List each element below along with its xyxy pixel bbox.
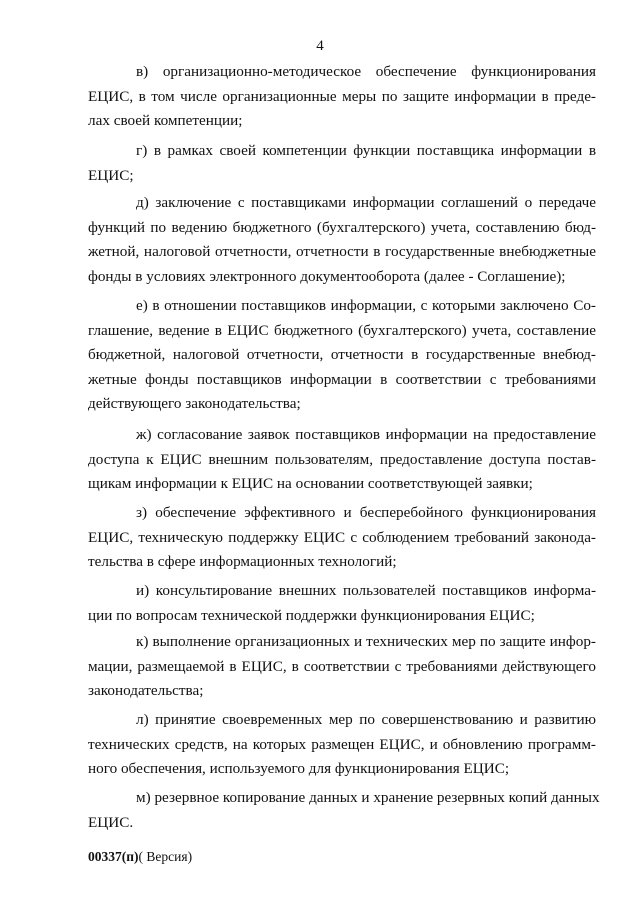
paragraph-g <box>88 139 596 188</box>
paragraph-z <box>88 501 596 575</box>
document-footer <box>88 849 192 865</box>
paragraph-line: ного обеспечения, используемого для функционирования ЕЦИС; <box>88 760 510 777</box>
paragraph-i <box>88 579 596 628</box>
paragraph-l <box>88 708 596 782</box>
paragraph-line: законодательства; <box>88 682 204 699</box>
paragraph-line: действующего законодательства; <box>88 395 301 412</box>
paragraph-line: доступа к ЕЦИС внешним пользователям, предоставление доступа постав- <box>88 450 596 468</box>
paragraph-line: ЕЦИС, в том числе организационные меры по защите информации в преде- <box>88 87 596 105</box>
paragraph-line: д) заключение с поставщиками информации соглашений о передаче <box>136 194 596 211</box>
paragraph-line: бюджетной, налоговой отчетности, отчетности в государственные внебюд- <box>88 346 596 363</box>
paragraph-line: ж) согласование заявок поставщиков информации на предоставление <box>136 426 596 443</box>
document-version: ( Версия) <box>138 849 193 864</box>
paragraph-line: мации, размещаемой в ЕЦИС, в соответствии с требованиями действующего <box>88 657 596 675</box>
paragraph-line: к) выполнение организационных и технических мер по защите инфор- <box>136 633 596 650</box>
paragraph-line: фонды в условиях электронного документооборота (далее - Соглашение); <box>88 267 566 285</box>
page-number: 4 <box>316 38 324 54</box>
paragraph-line: ЕЦИС. <box>88 813 134 831</box>
paragraph-e <box>88 294 596 417</box>
paragraph-k <box>88 630 596 704</box>
paragraph-line: тельства в сфере информационных технологий; <box>88 553 397 570</box>
paragraph-line: з) обеспечение эффективного и бесперебойного функционирования <box>136 504 596 521</box>
paragraph-zh <box>88 423 596 497</box>
paragraph-line: лах своей компетенции; <box>88 112 243 129</box>
paragraph-line: ЕЦИС; <box>88 166 134 184</box>
paragraph-line: е) в отношении поставщиков информации, с которыми заключено Со- <box>136 297 596 314</box>
paragraph-line: ции по вопросам технической поддержки функционирования ЕЦИС; <box>88 606 535 624</box>
paragraph-line: м) резервное копирование данных и хранение резервных копий данных <box>136 789 600 806</box>
paragraph-line: в) организационно-методическое обеспечение функционирования <box>136 63 596 80</box>
paragraph-line: технических средств, на которых размещен ЕЦИС, и обновлению программ- <box>88 735 596 753</box>
paragraph-line: глашение, ведение в ЕЦИС бюджетного (бухгалтерского) учета, составление <box>88 321 596 339</box>
paragraph-d <box>88 191 596 289</box>
paragraph-line: функций по ведению бюджетного (бухгалтерского) учета, составлению бюд- <box>88 218 596 236</box>
paragraph-line: л) принятие своевременных мер по совершенствованию и развитию <box>136 711 596 728</box>
paragraph-line: г) в рамках своей компетенции функции поставщика информации в <box>136 142 596 159</box>
paragraph-v <box>88 60 596 134</box>
paragraph-line: и) консультирование внешних пользователей поставщиков информа- <box>136 582 596 599</box>
paragraph-line: жетные фонды поставщиков информации в соответствии с требованиями <box>88 370 596 388</box>
paragraph-line: щикам информации к ЕЦИС на основании соответствующей заявки; <box>88 475 533 492</box>
paragraph-line: ЕЦИС, техническую поддержку ЕЦИС с соблюдением требований законода- <box>88 528 596 546</box>
document-code: 00337(п) <box>88 849 139 864</box>
paragraph-m <box>88 786 600 835</box>
paragraph-line: жетной, налоговой отчетности, отчетности в государственные внебюджетные <box>88 243 596 260</box>
